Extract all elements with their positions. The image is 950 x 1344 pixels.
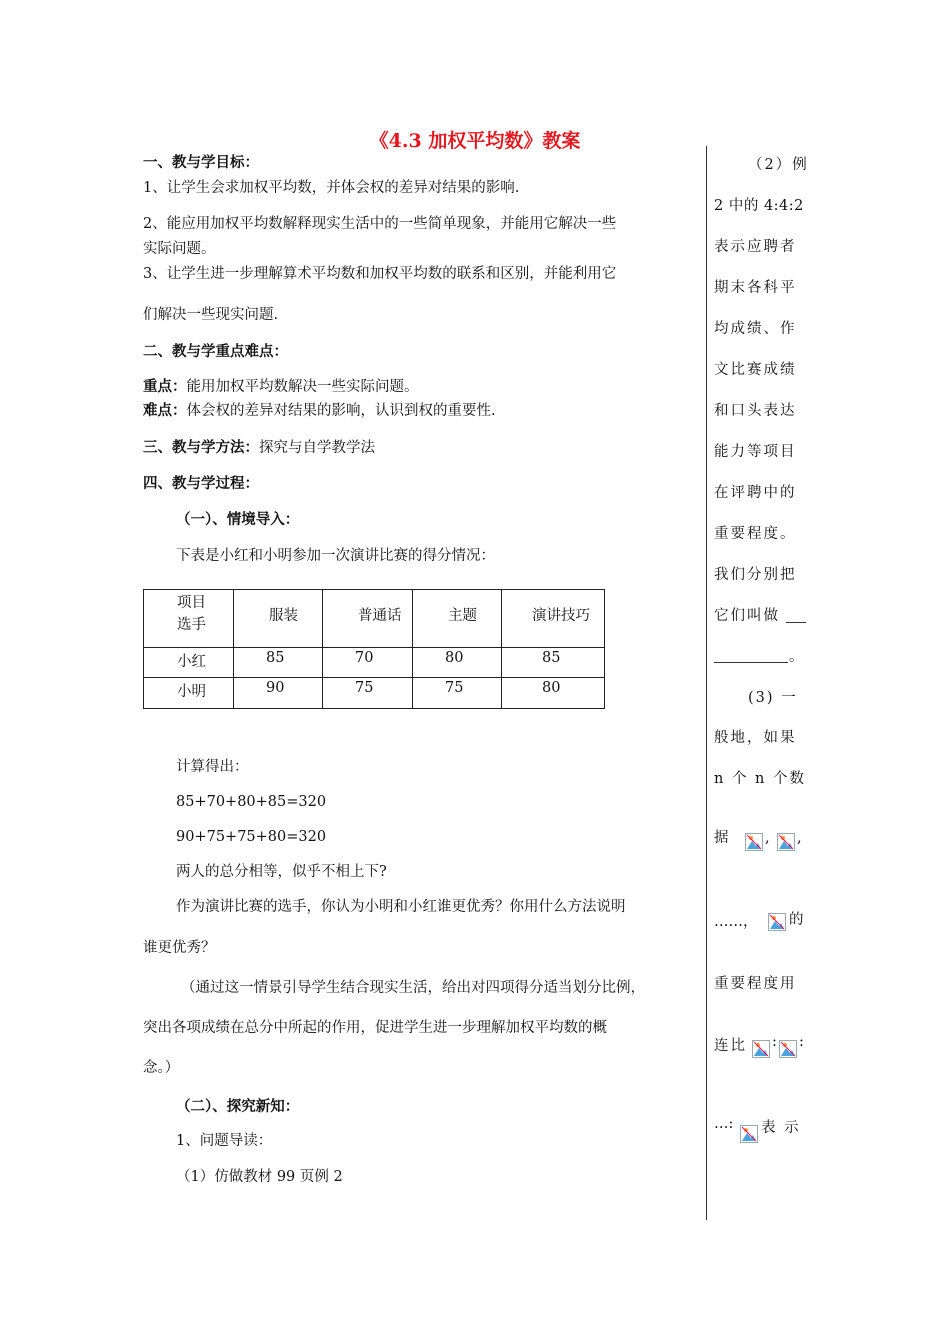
key-text: 能用加权平均数解决一些实际问题。: [186, 379, 419, 395]
side-line-19: 重要程度用: [714, 976, 797, 992]
side-line-16: n 个 n 个数: [714, 771, 807, 787]
equation-2: 90+75+75+80=320: [176, 829, 327, 845]
subsection-2-heading: （二）、探究新知：: [176, 1098, 300, 1115]
fill-blank-2: [714, 662, 788, 663]
subsection-1-heading: （一）、情境导入：: [176, 511, 300, 528]
calc-label: 计算得出：: [176, 759, 249, 775]
key-label: 重点：: [143, 378, 187, 395]
section3: [143, 438, 375, 458]
objective-3a: 3、让学生进一步理解算术平均数和加权平均数的联系和区别，并能利用它: [143, 266, 617, 282]
key-point: [143, 377, 419, 397]
section3-text: 探究与自学教学法: [259, 440, 375, 456]
side-line-12: 它们叫做: [714, 608, 780, 624]
note-line-c: 念。）: [143, 1060, 180, 1076]
objective-1: 1、让学生会求加权平均数，并体会权的差异对结果的影响.: [143, 180, 520, 196]
same-score-text: 两人的总分相等，似乎不相上下?: [176, 864, 387, 880]
table-cell: 75: [323, 678, 413, 709]
side-line-21b: 表 示: [761, 1120, 801, 1136]
objective-2b: 实际问题。: [143, 241, 216, 257]
difficult-label: 难点：: [143, 402, 187, 419]
objective-2a: 2、能应用加权平均数解释现实生活中的一些简单现象，并能用它解决一些: [143, 216, 617, 232]
section4-heading: 四、教与学过程：: [143, 475, 259, 492]
corner-label-contestant: 选手: [177, 617, 206, 633]
document-title: 《4.3 加权平均数》教案: [369, 130, 581, 152]
table-intro: 下表是小红和小明参加一次演讲比赛的得分情况：: [176, 548, 495, 564]
broken-image-icon: [752, 1040, 770, 1058]
side-colon-2: :: [799, 1034, 806, 1050]
problem-item-1: （1）仿做教材 99 页例 2: [176, 1169, 343, 1185]
table-header-cell: 演讲技巧: [502, 590, 605, 648]
broken-image-icon: [740, 1125, 758, 1143]
corner-label-item: 项目: [177, 595, 206, 611]
table-row: [144, 678, 605, 709]
problem-guide: 1、问题导读：: [176, 1133, 273, 1149]
side-line-7: 和口头表达: [714, 403, 797, 419]
table-cell: 80: [413, 648, 502, 678]
side-line-13: 。: [789, 649, 806, 665]
broken-image-icon: [768, 913, 786, 931]
side-line-17: 据: [714, 830, 731, 846]
broken-image-icon: [779, 1040, 797, 1058]
side-line-21: …:: [714, 1116, 734, 1132]
table-header-cell: 主题: [413, 590, 502, 648]
question-1a: 作为演讲比赛的选手，你认为小明和小红谁更优秀？你用什么方法说明: [176, 899, 626, 915]
objective-3b: 们解决一些现实问题.: [143, 307, 279, 323]
equation-1: 85+70+80+85=320: [176, 794, 327, 810]
table-cell: 85: [234, 648, 323, 678]
side-comma-1: ,: [765, 830, 772, 846]
side-line-5: 均成绩、作: [714, 321, 797, 337]
table-cell-name: 小明: [144, 678, 234, 709]
side-line-18b: 的: [789, 912, 806, 928]
side-line-15: 般地，如果: [714, 730, 797, 746]
side-line-6: 文比赛成绩: [714, 362, 797, 378]
broken-image-icon: [777, 833, 795, 851]
section1-heading: 一、教与学目标：: [143, 154, 259, 171]
column-divider: [706, 146, 707, 1220]
table-cell: 80: [502, 678, 605, 709]
table-cell: 85: [502, 648, 605, 678]
side-line-9: 在评聘中的: [714, 485, 797, 501]
table-corner-cell: [144, 590, 234, 648]
question-1b: 谁更优秀？: [143, 940, 216, 956]
side-line-8: 能力等项目: [714, 444, 797, 460]
section3-heading: 三、教与学方法：: [143, 439, 259, 456]
side-line-1: （2）例: [748, 157, 809, 173]
fill-blank-1: [786, 622, 806, 623]
difficult-point: [143, 401, 496, 421]
table-cell: 90: [234, 678, 323, 709]
side-line-11: 我们分别把: [714, 567, 797, 583]
side-line-18: ……，: [714, 914, 758, 930]
section2-heading: 二、教与学重点难点：: [143, 343, 288, 360]
side-line-2: 2 中的 4:4:2: [714, 198, 804, 214]
side-line-4: 期末各科平: [714, 280, 797, 296]
side-colon-1: :: [772, 1034, 779, 1050]
side-line-3: 表示应聘者: [714, 239, 797, 255]
difficult-text: 体会权的差异对结果的影响，认识到权的重要性.: [186, 403, 496, 419]
note-line-b: 突出各项成绩在总分中所起的作用，促进学生进一步理解加权平均数的概: [143, 1020, 607, 1036]
note-line-a: （通过这一情景引导学生结合现实生活，给出对四项得分适当划分比例，: [181, 980, 645, 996]
table-cell: 70: [323, 648, 413, 678]
broken-image-icon: [745, 833, 763, 851]
table-row: [144, 648, 605, 678]
table-header-row: [144, 590, 605, 648]
table-header-cell: 普通话: [323, 590, 413, 648]
side-line-20: 连比: [714, 1038, 747, 1054]
score-table: [143, 589, 605, 709]
side-line-14: (3) 一: [748, 690, 798, 706]
table-header-cell: 服装: [234, 590, 323, 648]
side-line-10: 重要程度。: [714, 526, 797, 542]
table-cell: 75: [413, 678, 502, 709]
table-cell-name: 小红: [144, 648, 234, 678]
side-comma-2: ,: [797, 830, 804, 846]
